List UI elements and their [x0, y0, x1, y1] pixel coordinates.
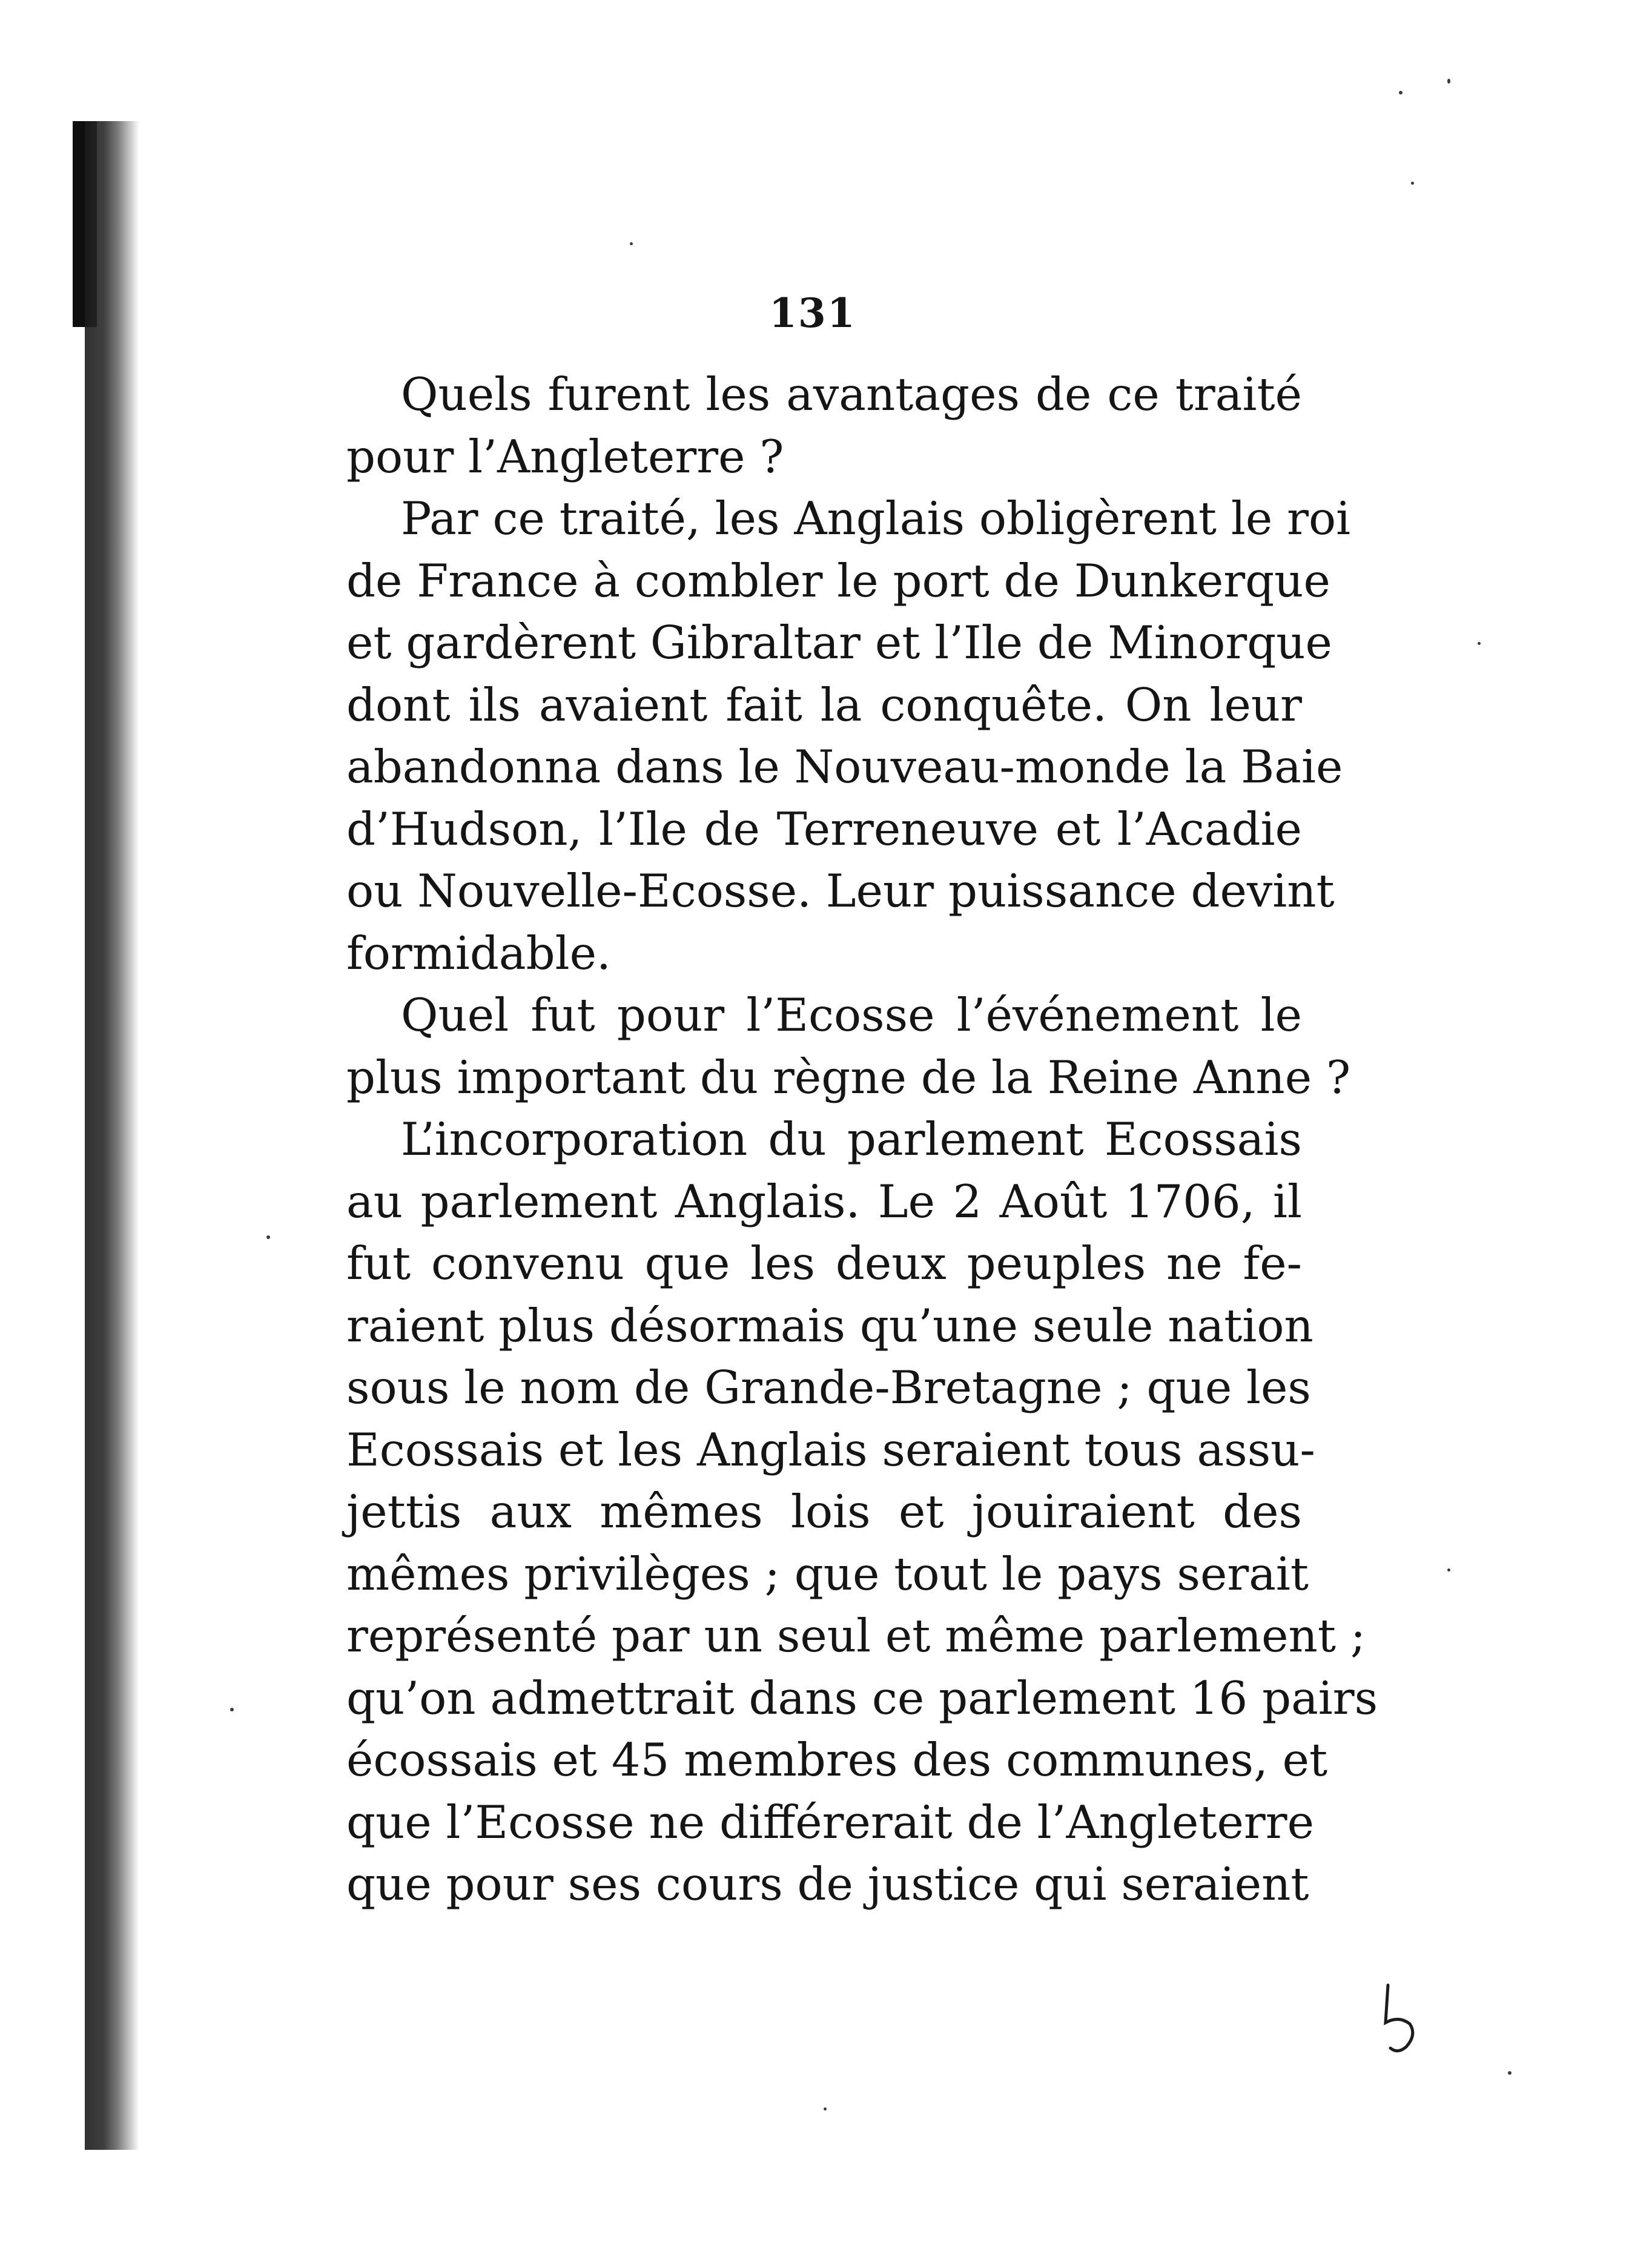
text-line: Quels furent les avantages de ce traité	[401, 368, 1302, 421]
text-line: fut convenu que les deux peuples ne fe-	[346, 1237, 1302, 1290]
text-line: Ecossais et les Anglais seraient tous assu-	[346, 1423, 1315, 1476]
text-line: représenté par un seul et même parlement ;	[346, 1609, 1366, 1662]
text-line: pour l’Angleterre ?	[346, 429, 784, 483]
scan-speck	[1399, 91, 1403, 94]
scan-speck	[266, 1235, 270, 1239]
text-line: raient plus désormais qu’une seule nation	[346, 1298, 1313, 1352]
scan-speck	[824, 2107, 827, 2110]
scan-speck	[230, 1708, 234, 1711]
text-line: d’Hudson, l’Ile de Terreneuve et l’Acadie	[346, 802, 1302, 856]
text-line: sous le nom de Grande-Bretagne ; que les	[346, 1361, 1311, 1414]
binding-shadow	[85, 121, 139, 2150]
text-line: écossais et 45 membres des communes, et	[346, 1733, 1328, 1786]
scan-speck	[1478, 642, 1481, 645]
text-line: que l’Ecosse ne différerait de l’Angleterre	[346, 1795, 1314, 1849]
page-number: 131	[769, 289, 856, 337]
text-line: au parlement Anglais. Le 2 Août 1706, il	[346, 1174, 1302, 1228]
body-text	[346, 363, 1378, 1915]
handwritten-mark	[1375, 1980, 1423, 2059]
text-line: plus important du règne de la Reine Anne ?	[346, 1050, 1351, 1104]
text-line: L’incorporation du parlement Ecossais	[401, 1112, 1302, 1166]
scan-speck	[1411, 182, 1414, 185]
scan-speck	[1508, 2071, 1512, 2075]
text-line: ou Nouvelle-Ecosse. Leur puissance devint	[346, 864, 1335, 917]
text-line: formidable.	[346, 926, 611, 980]
scan-speck	[1447, 1568, 1450, 1572]
text-line: de France à combler le port de Dunkerque	[346, 554, 1330, 607]
text-line: mêmes privilèges ; que tout le pays serait	[346, 1547, 1309, 1601]
text-line: et gardèrent Gibraltar et l’Ile de Minorque	[346, 616, 1332, 669]
scan-speck	[630, 242, 633, 245]
text-line: Quel fut pour l’Ecosse l’événement le	[401, 988, 1302, 1042]
text-line: abandonna dans le Nouveau-monde la Baie	[346, 740, 1343, 793]
text-line: qu’on admettrait dans ce parlement 16 pairs	[346, 1671, 1378, 1725]
scan-speck	[1447, 79, 1450, 84]
text-line: dont ils avaient fait la conquête. On leur	[346, 678, 1302, 732]
text-line: jettis aux mêmes lois et jouiraient des	[346, 1485, 1302, 1538]
text-line: Par ce traité, les Anglais obligèrent le roi	[401, 492, 1351, 545]
text-line: que pour ses cours de justice qui seraient	[346, 1857, 1309, 1911]
